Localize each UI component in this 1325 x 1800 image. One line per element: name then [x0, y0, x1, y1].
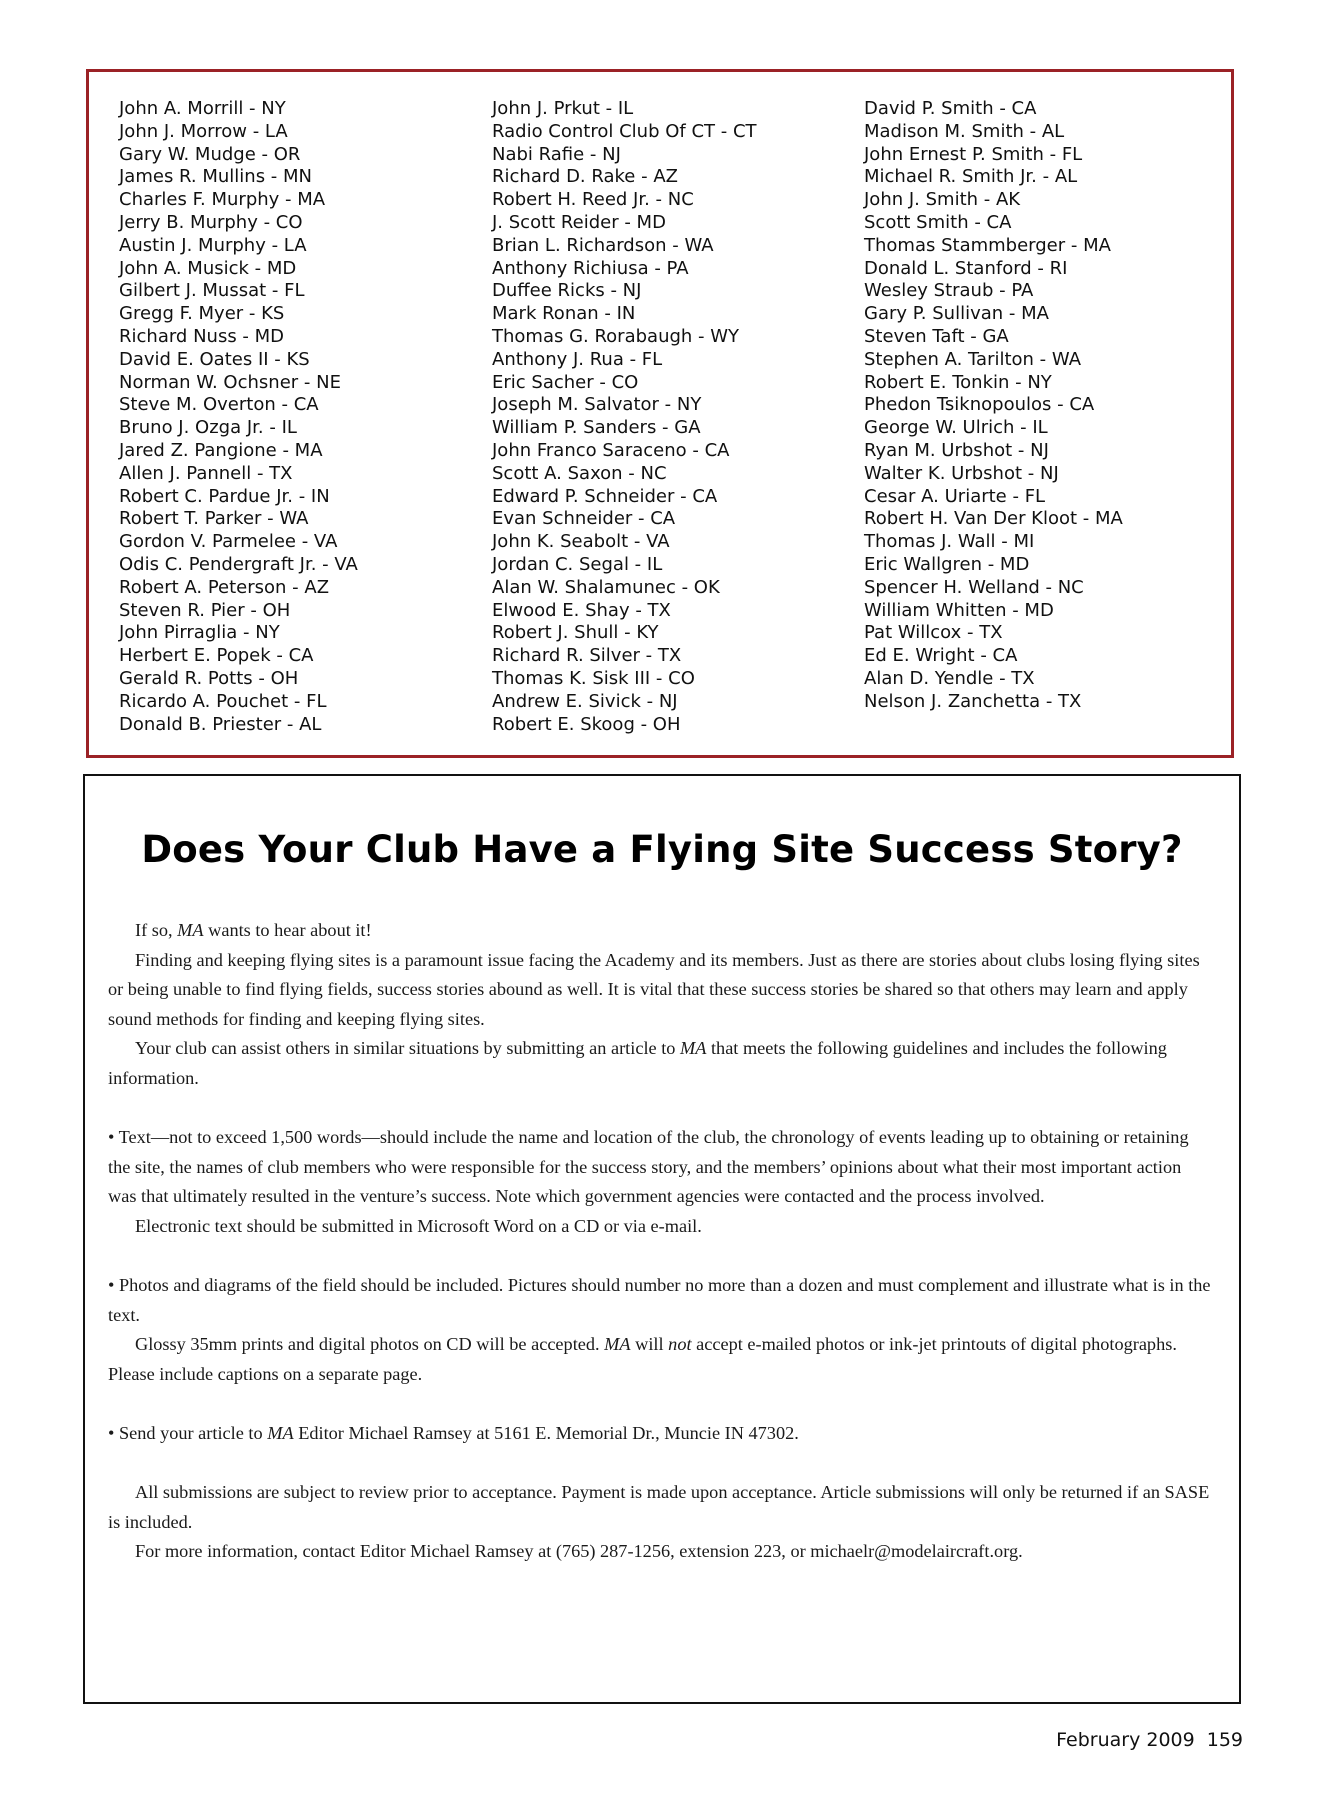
member-entry: Steven R. Pier - OH [119, 599, 291, 621]
member-entry: Stephen A. Tarilton - WA [864, 348, 1082, 370]
guideline-send [108, 1419, 1211, 1449]
member-entry: Michael R. Smith Jr. - AL [864, 166, 1078, 188]
member-entry: John J. Prkut - IL [492, 98, 634, 119]
member-entry: Austin J. Murphy - LA [119, 234, 307, 256]
member-entry: Gregg F. Myer - KS [119, 303, 285, 325]
member-entry: John Franco Saraceno - CA [492, 439, 730, 461]
member-entry: Nabi Rafie - NJ [492, 143, 621, 165]
member-entry: Spencer H. Welland - NC [864, 576, 1084, 598]
member-entry: Eric Sacher - CO [492, 371, 639, 393]
text: will [630, 1334, 669, 1355]
members-column-2 [492, 98, 757, 736]
member-entry: Robert H. Van Der Kloot - MA [864, 508, 1123, 530]
member-entry: Steven Taft - GA [864, 325, 1009, 347]
member-entry: Duffee Ricks - NJ [492, 280, 642, 302]
member-entry: Jerry B. Murphy - CO [119, 211, 303, 233]
member-entry: Phedon Tsiknopoulos - CA [864, 394, 1095, 416]
member-entry: Robert C. Pardue Jr. - IN [119, 485, 330, 507]
member-entry: John Pirraglia - NY [119, 622, 280, 644]
member-entry: Robert A. Peterson - AZ [119, 576, 330, 598]
member-entry: Andrew E. Sivick - NJ [492, 690, 678, 712]
member-entry: Gilbert J. Mussat - FL [119, 280, 305, 302]
text: Editor Michael Ramsey at 5161 E. Memorial Dr., Muncie IN 47302. [293, 1423, 799, 1444]
page-footer [1056, 1729, 1243, 1751]
text: • Send your article to [108, 1423, 268, 1444]
ma-italic: MA [177, 920, 204, 940]
member-entry: Mark Ronan - IN [492, 303, 636, 325]
member-entry: George W. Ulrich - IL [864, 417, 1048, 439]
member-entry: John J. Morrow - LA [119, 120, 288, 142]
success-story-article-box [83, 774, 1241, 1704]
member-entry: Robert E. Tonkin - NY [864, 371, 1052, 393]
member-entry: Madison M. Smith - AL [864, 120, 1065, 142]
not-italic: not [668, 1334, 692, 1355]
member-entry: David P. Smith - CA [864, 98, 1037, 119]
member-entry: John Ernest P. Smith - FL [864, 143, 1083, 165]
member-entry: Nelson J. Zanchetta - TX [864, 690, 1082, 712]
article-paragraph-2: Finding and keeping flying sites is a paramount issue facing the Academy and its members. Just as there are stories about clubs losing flying sites or being unable to find flying fields, success stories abound as well. It is vital that these success stories be shared so that others may learn and apply sound methods for finding and keeping flying sites. [108, 949, 1200, 1029]
text: If so, [135, 920, 178, 940]
page-number: 159 [1206, 1729, 1243, 1751]
member-entry: Allen J. Pannell - TX [119, 462, 293, 484]
member-entry: Thomas G. Rorabaugh - WY [492, 325, 740, 347]
member-entry: Herbert E. Popek - CA [119, 645, 314, 667]
article-paragraph-intro [108, 916, 1211, 946]
member-entry: Gerald R. Potts - OH [119, 667, 299, 689]
member-entry: Charles F. Murphy - MA [119, 189, 326, 211]
article-body [108, 916, 1211, 1567]
member-entry: Steve M. Overton - CA [119, 394, 319, 416]
guideline-photos: • Photos and diagrams of the field should be included. Pictures should number no more than a dozen and must complement and illustrate what is in the text. [108, 1275, 1211, 1325]
article-title: Does Your Club Have a Flying Site Success Story? [141, 828, 1183, 871]
text: accept e-mailed photos or ink-jet printouts of digital photographs. Please include captions on a separate page. [108, 1334, 1177, 1384]
member-entry: Gary P. Sullivan - MA [864, 303, 1049, 325]
member-entry: Cesar A. Uriarte - FL [864, 485, 1046, 507]
member-entry: Edward P. Schneider - CA [492, 485, 718, 507]
member-entry: Joseph M. Salvator - NY [492, 394, 702, 416]
member-entry: John A. Morrill - NY [119, 98, 286, 119]
member-entry: Robert T. Parker - WA [119, 508, 309, 530]
member-entry: Ricardo A. Pouchet - FL [119, 690, 327, 712]
member-entry: James R. Mullins - MN [119, 166, 313, 188]
member-entry: John J. Smith - AK [864, 189, 1021, 211]
member-entry: Anthony J. Rua - FL [492, 348, 663, 370]
member-entry: Norman W. Ochsner - NE [119, 371, 341, 393]
member-entry: Brian L. Richardson - WA [492, 234, 714, 256]
member-entry: Donald B. Priester - AL [119, 713, 322, 735]
member-entry: William P. Sanders - GA [492, 417, 701, 439]
member-entry: Scott Smith - CA [864, 211, 1012, 233]
article-paragraph-review: All submissions are subject to review prior to acceptance. Payment is made upon acceptance. Article submissions will only be returned if an SASE is included. [108, 1482, 1210, 1532]
member-entry: Ed E. Wright - CA [864, 645, 1018, 667]
member-entry: Richard R. Silver - TX [492, 645, 682, 667]
member-entry: William Whitten - MD [864, 599, 1054, 621]
text: that meets the following guidelines and includes the following information. [108, 1038, 1167, 1088]
text: Your club can assist others in similar situations by submitting an article to [135, 1038, 680, 1059]
member-entry: Gordon V. Parmelee - VA [119, 531, 338, 553]
member-entry: John A. Musick - MD [119, 257, 297, 279]
member-entry: Richard Nuss - MD [119, 325, 285, 347]
members-column-1 [119, 98, 358, 736]
guideline-photos-sub [108, 1330, 1211, 1389]
member-entry: Gary W. Mudge - OR [119, 143, 301, 165]
member-entry: Robert H. Reed Jr. - NC [492, 189, 694, 211]
ma-italic: MA [680, 1038, 707, 1059]
member-entry: Jordan C. Segal - IL [492, 553, 663, 575]
member-entry: Walter K. Urbshot - NJ [864, 462, 1059, 484]
guideline-text: • Text—not to exceed 1,500 words—should include the name and location of the club, the chronology of events leading up to obtaining or retaining the site, the names of club members who were responsible for the success story, and the members’ opinions about what their most important action was that ultimately resulted in the venture’s success. Note which government agencies were contacted and the process involved. [108, 1127, 1189, 1207]
guideline-text-sub: Electronic text should be submitted in Microsoft Word on a CD or via e-mail. [135, 1215, 702, 1236]
ma-italic: MA [267, 1423, 294, 1444]
member-entry: Wesley Straub - PA [864, 280, 1034, 302]
member-entry: Thomas K. Sisk III - CO [492, 667, 695, 689]
member-entry: Thomas J. Wall - MI [864, 531, 1035, 553]
members-column-3 [864, 98, 1123, 714]
article-paragraph-contact: For more information, contact Editor Michael Ramsey at (765) 287-1256, extension 223, or michaelr@modelaircraft.org. [135, 1541, 1023, 1562]
issue-date: February 2009 [1056, 1729, 1195, 1751]
member-entry: Thomas Stammberger - MA [864, 234, 1111, 256]
member-entry: Robert J. Shull - KY [492, 622, 659, 644]
member-entry: Elwood E. Shay - TX [492, 599, 671, 621]
member-entry: Anthony Richiusa - PA [492, 257, 689, 279]
member-entry: Evan Schneider - CA [492, 508, 676, 530]
member-entry: Donald L. Stanford - RI [864, 257, 1068, 279]
member-entry: J. Scott Reider - MD [492, 211, 666, 233]
member-entry: John K. Seabolt - VA [492, 531, 670, 553]
article-paragraph-3 [108, 1034, 1211, 1093]
member-entry: Odis C. Pendergraft Jr. - VA [119, 553, 358, 575]
new-members-list-box [86, 69, 1234, 758]
member-entry: Ryan M. Urbshot - NJ [864, 439, 1049, 461]
ma-italic: MA [604, 1334, 631, 1355]
member-entry: Alan W. Shalamunec - OK [492, 576, 720, 598]
member-entry: Eric Wallgren - MD [864, 553, 1030, 575]
member-entry: Scott A. Saxon - NC [492, 462, 667, 484]
member-entry: Pat Willcox - TX [864, 622, 1003, 644]
member-entry: Radio Control Club Of CT - CT [492, 120, 757, 142]
member-entry: David E. Oates II - KS [119, 348, 310, 370]
member-entry: Bruno J. Ozga Jr. - IL [119, 417, 297, 439]
member-entry: Jared Z. Pangione - MA [119, 439, 323, 461]
member-entry: Richard D. Rake - AZ [492, 166, 678, 188]
text: wants to hear about it! [203, 920, 372, 940]
member-entry: Robert E. Skoog - OH [492, 713, 681, 735]
member-entry: Alan D. Yendle - TX [864, 667, 1035, 689]
text: Glossy 35mm prints and digital photos on CD will be accepted. [135, 1334, 605, 1355]
